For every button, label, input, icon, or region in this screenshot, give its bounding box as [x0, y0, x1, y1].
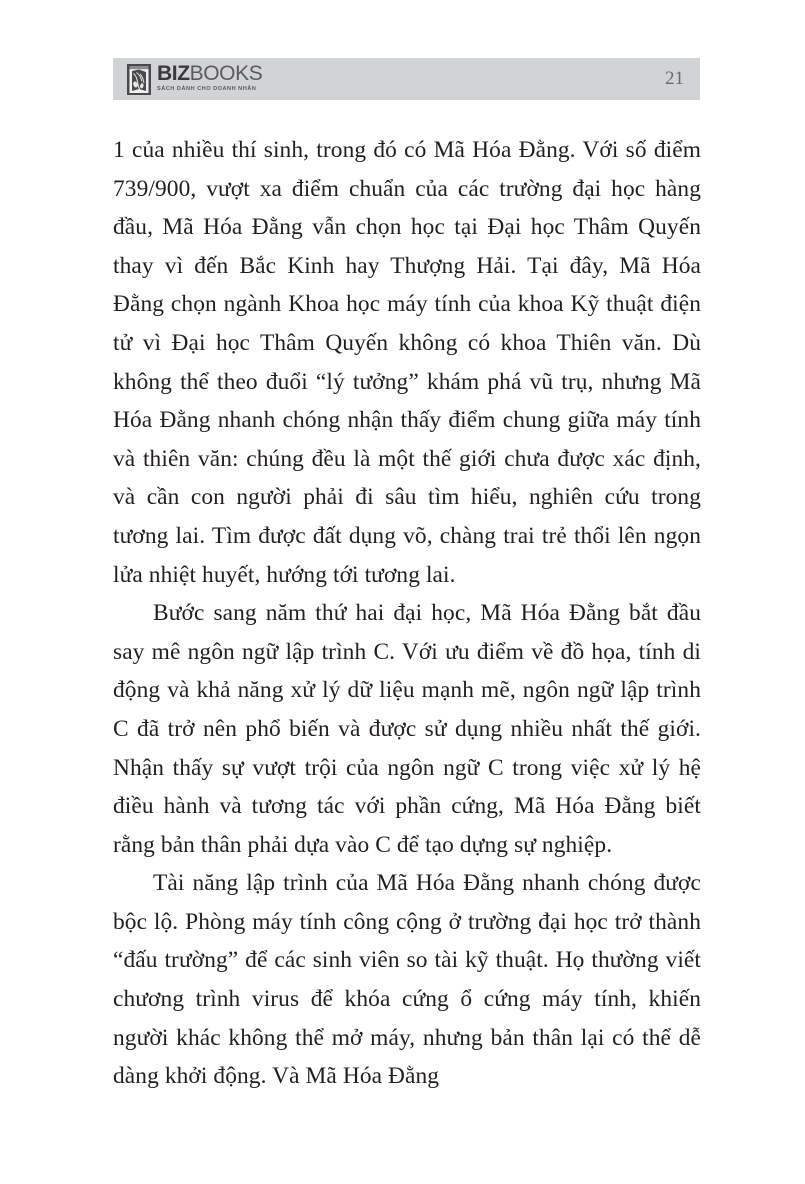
page-number: 21 — [665, 67, 684, 89]
brand-wordmark — [157, 63, 262, 84]
brand-text — [157, 63, 262, 93]
brand-wordmark-books: BOOKS — [189, 62, 263, 85]
body-text-column — [113, 131, 701, 1096]
book-logo-icon — [127, 64, 151, 95]
brand-wordmark-biz: BIZ — [157, 62, 190, 85]
publisher-logo — [127, 63, 262, 95]
paragraph: Bước sang năm thứ hai đại học, Mã Hóa Đằng bắt đầu say mê ngôn ngữ lập trình C. Với ưu điểm về đồ họa, tính di động và khả năng xử lý dữ liệu mạnh mẽ, ngôn ngữ lập trình C đã trở nên phổ biến và được sử dụng nhiều nhất thế giới. Nhận thấy sự vượt trội của ngôn ngữ C trong việc xử lý hệ điều hành và tương tác với phần cứng, Mã Hóa Đằng biết rằng bản thân phải dựa vào C để tạo dựng sự nghiệp. — [113, 600, 701, 858]
paragraph: 1 của nhiều thí sinh, trong đó có Mã Hóa Đằng. Với số điểm 739/900, vượt xa điểm chuẩn của các trường đại học hàng đầu, Mã Hóa Đằng vẫn chọn học tại Đại học Thâm Quyến thay vì đến Bắc Kinh hay Thượng Hải. Tại đây, Mã Hóa Đằng chọn ngành Khoa học máy tính của khoa Kỹ thuật điện tử vì Đại học Thâm Quyến không có khoa Thiên văn. Dù không thể theo đuổi “lý tưởng” khám phá vũ trụ, nhưng Mã Hóa Đằng nhanh chóng nhận thấy điểm chung giữa máy tính và thiên văn: chúng đều là một thế giới chưa được xác định, và cần con người phải đi sâu tìm hiểu, nghiên cứu trong tương lai. Tìm được đất dụng võ, chàng trai trẻ thổi lên ngọn lửa nhiệt huyết, hướng tới tương lai. — [113, 137, 701, 588]
brand-tagline: SÁCH DÀNH CHO DOANH NHÂN — [157, 86, 257, 92]
running-header — [113, 58, 700, 100]
paragraph: Tài năng lập trình của Mã Hóa Đằng nhanh chóng được bộc lộ. Phòng máy tính công cộng ở trường đại học trở thành “đấu trường” để các sinh viên so tài kỹ thuật. Họ thường viết chương trình virus để khóa cứng ổ cứng máy tính, khiến người khác không thể mở máy, nhưng bản thân lại có thể dễ dàng khởi động. Và Mã Hóa Đằng — [113, 870, 701, 1090]
